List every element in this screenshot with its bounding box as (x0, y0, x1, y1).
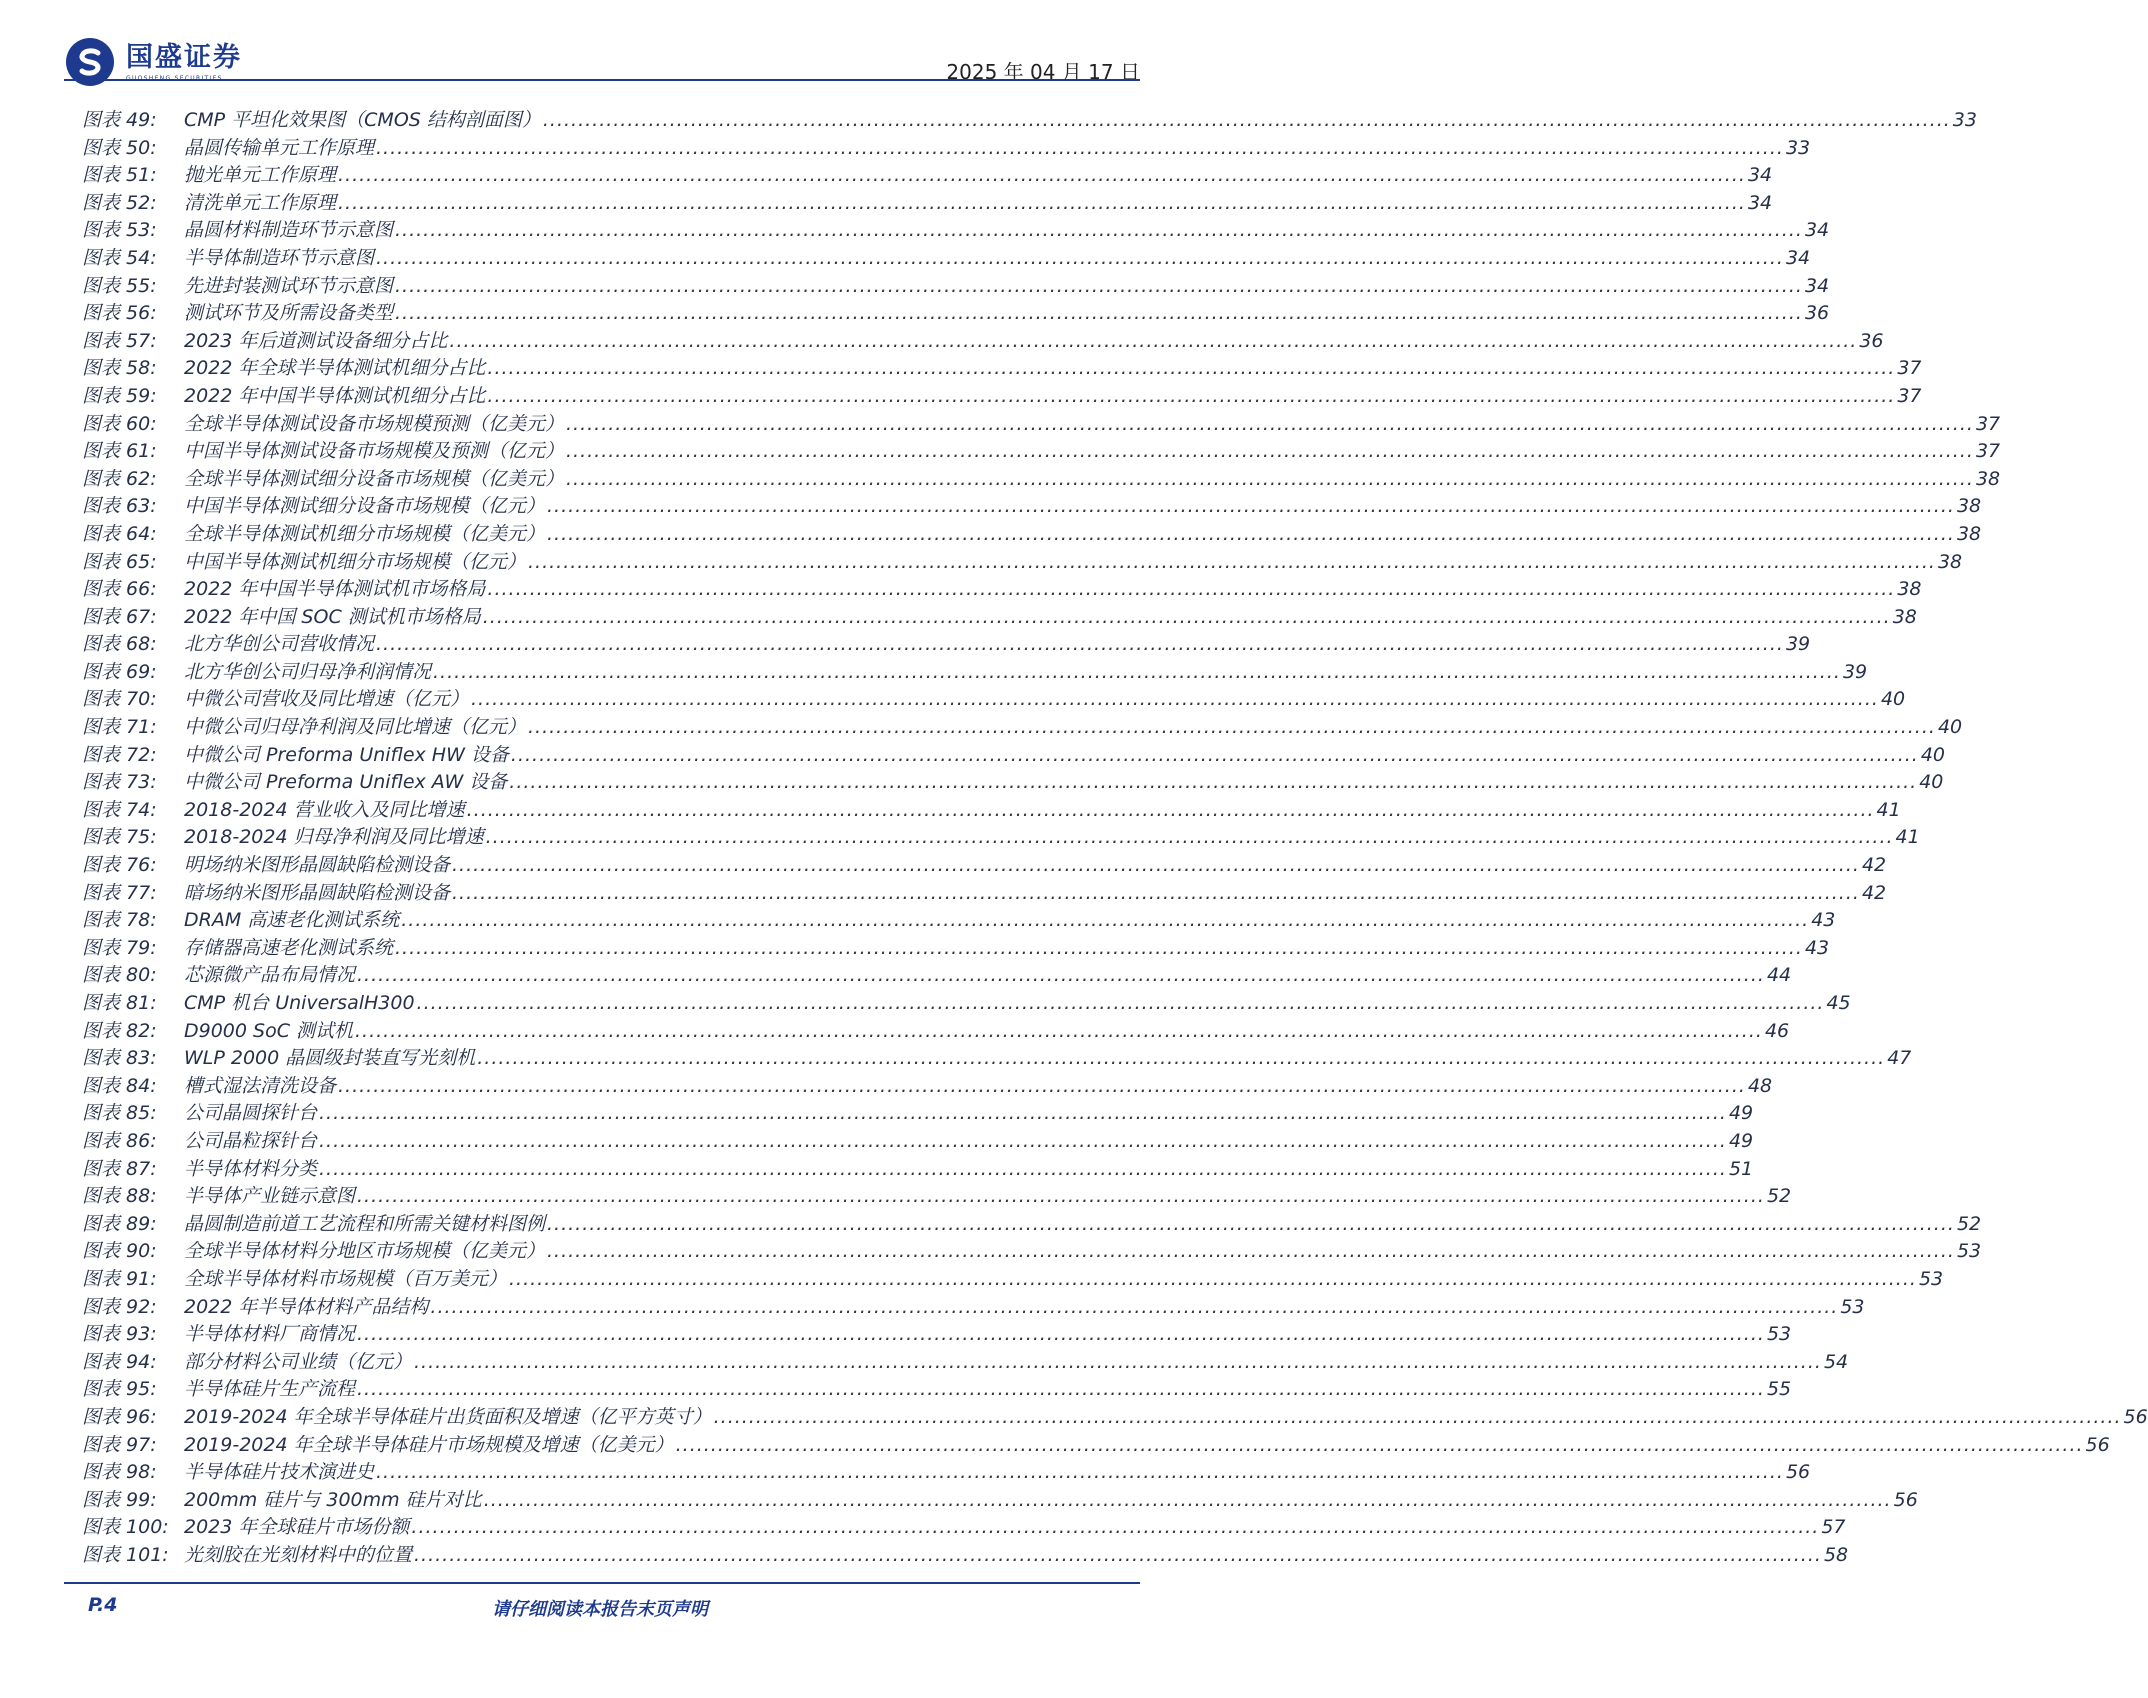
toc-leader-dots: ........................................................................................................................................................................................................ (357, 1185, 1765, 1208)
toc-entry-page: 56 (2123, 1405, 2148, 1428)
toc-leader-dots: ........................................................................................................................................................................................................ (395, 936, 1803, 959)
toc-entry[interactable] (82, 519, 1982, 547)
toc-entry-page: 42 (1861, 881, 1887, 904)
toc-entry-page: 41 (1895, 826, 1920, 849)
toc-entry-label: 图表 61: (82, 440, 157, 463)
toc-leader-dots: ........................................................................................................................................................................................................ (376, 1461, 1784, 1484)
toc-entry-title: D9000 SoC 测试机 (184, 1019, 354, 1042)
page-number: P.4 (88, 1594, 118, 1616)
toc-entry-page: 49 (1728, 1129, 1754, 1152)
toc-entry[interactable] (82, 547, 1963, 575)
toc-entry-page: 37 (1975, 440, 2001, 463)
report-date: 2025 年 04 月 17 日 (946, 60, 1140, 84)
toc-entry-page: 36 (1859, 329, 1884, 352)
toc-entry-title: 2022 年半导体材料产品结构 (184, 1295, 429, 1318)
toc-entry[interactable] (82, 1264, 1944, 1292)
toc-leader-dots: ........................................................................................................................................................................................................ (485, 826, 1894, 849)
toc-entry-page: 56 (1785, 1461, 1811, 1484)
toc-entry[interactable] (82, 1430, 2110, 1458)
toc-entry-page: 34 (1804, 219, 1830, 242)
toc-entry-label: 图表 99: (82, 1488, 157, 1511)
toc-entry-label: 图表 79: (82, 936, 157, 959)
toc-entry-title: 暗场纳米图形晶圆缺陷检测设备 (184, 881, 451, 904)
toc-leader-dots: ........................................................................................................................................................................................................ (547, 495, 1955, 518)
toc-entry-page: 54 (1823, 1350, 1849, 1373)
toc-entry-label: 图表 92: (82, 1295, 157, 1318)
toc-entry-title: 清洗单元工作原理 (184, 191, 337, 214)
toc-leader-dots: ........................................................................................................................................................................................................ (547, 522, 1955, 545)
toc-entry-title: 全球半导体测试细分设备市场规模（亿美元） (184, 467, 565, 490)
toc-entry[interactable] (82, 602, 1917, 630)
toc-entry-title: 抛光单元工作原理 (184, 164, 337, 187)
toc-entry-label: 图表 60: (82, 412, 157, 435)
toc-entry-label: 图表 51: (82, 164, 157, 187)
toc-leader-dots: ........................................................................................................................................................................................................ (466, 798, 1875, 821)
toc-leader-dots: ........................................................................................................................................................................................................ (414, 1543, 1822, 1566)
toc-leader-dots: ........................................................................................................................................................................................................ (528, 716, 1936, 739)
toc-entry-page: 34 (1747, 164, 1773, 187)
toc-entry-label: 图表 85: (82, 1102, 157, 1125)
toc-leader-dots: ........................................................................................................................................................................................................ (376, 136, 1784, 159)
toc-entry-title: DRAM 高速老化测试系统 (184, 909, 400, 932)
toc-entry-title: CMP 平坦化效果图（CMOS 结构剖面图） (184, 109, 541, 131)
toc-entry[interactable] (82, 1347, 1849, 1375)
toc-entry-label: 图表 84: (82, 1074, 157, 1097)
toc-entry-page: 33 (1952, 109, 1977, 131)
toc-entry-page: 56 (1893, 1488, 1918, 1511)
toc-leader-dots: ........................................................................................................................................................................................................ (355, 1019, 1763, 1042)
toc-leader-dots: ........................................................................................................................................................................................................ (487, 384, 1896, 407)
toc-entry[interactable] (82, 353, 1922, 381)
toc-entry-page: 53 (1840, 1295, 1865, 1318)
toc-entry[interactable] (82, 1098, 1754, 1126)
toc-entry-label: 图表 89: (82, 1212, 157, 1235)
toc-entry[interactable] (82, 271, 1830, 299)
toc-entry[interactable] (82, 1236, 1982, 1264)
toc-entry[interactable] (82, 878, 1887, 906)
toc-entry-title: 全球半导体材料市场规模（百万美元） (184, 1267, 508, 1290)
toc-leader-dots: ........................................................................................................................................................................................................ (338, 191, 1746, 214)
toc-entry-title: 中微公司营收及同比增速（亿元） (184, 688, 470, 711)
toc-leader-dots: ........................................................................................................................................................................................................ (395, 302, 1803, 325)
toc-entry-label: 图表 96: (82, 1405, 157, 1428)
toc-leader-dots: ........................................................................................................................................................................................................ (395, 219, 1803, 242)
toc-entry-page: 58 (1823, 1543, 1849, 1566)
toc-entry-page: 47 (1887, 1047, 1912, 1070)
toc-entry-page: 48 (1747, 1074, 1773, 1097)
toc-entry-page: 40 (1919, 771, 1944, 794)
toc-leader-dots: ........................................................................................................................................................................................................ (357, 1378, 1765, 1401)
toc-leader-dots: ........................................................................................................................................................................................................ (433, 660, 1841, 683)
toc-leader-dots: ........................................................................................................................................................................................................ (452, 854, 1860, 877)
toc-entry-page: 56 (2085, 1433, 2110, 1456)
toc-entry[interactable] (82, 988, 1851, 1016)
toc-entry-title: 北方华创公司营收情况 (184, 633, 375, 656)
toc-entry-label: 图表 64: (82, 522, 157, 545)
toc-entry-label: 图表 57: (82, 329, 157, 352)
toc-leader-dots: ........................................................................................................................................................................................................ (452, 881, 1860, 904)
toc-leader-dots: ........................................................................................................................................................................................................ (713, 1405, 2122, 1428)
toc-leader-dots: ........................................................................................................................................................................................................ (510, 743, 1919, 766)
toc-entry-label: 图表 69: (82, 660, 157, 683)
toc-entry-page: 40 (1880, 688, 1906, 711)
toc-entry-title: 公司晶圆探针台 (184, 1102, 318, 1125)
toc-entry-label: 图表 49: (82, 109, 157, 131)
toc-entry-title: 明场纳米图形晶圆缺陷检测设备 (184, 854, 451, 877)
toc-entry-title: 先进封装测试环节示意图 (184, 274, 394, 297)
toc-entry-page: 53 (1766, 1323, 1792, 1346)
toc-leader-dots: ........................................................................................................................................................................................................ (411, 1516, 1820, 1539)
toc-entry-title: 光刻胶在光刻材料中的位置 (184, 1543, 413, 1566)
toc-entry-page: 33 (1785, 136, 1811, 159)
toc-entry[interactable] (82, 409, 2001, 437)
toc-entry-title: 晶圆传输单元工作原理 (184, 136, 375, 159)
toc-entry-label: 图表 63: (82, 495, 157, 518)
toc-entry-title: 2022 年中国半导体测试机细分占比 (184, 384, 486, 407)
toc-leader-dots: ........................................................................................................................................................................................................ (319, 1157, 1727, 1180)
toc-entry-title: 中国半导体测试机细分市场规模（亿元） (184, 550, 527, 573)
toc-entry-title: 半导体制造环节示意图 (184, 246, 375, 269)
toc-entry-label: 图表 100: (82, 1516, 169, 1539)
toc-entry-label: 图表 73: (82, 771, 157, 794)
toc-entry-title: 2022 年中国半导体测试机市场格局 (184, 578, 486, 601)
toc-entry[interactable] (82, 1540, 1849, 1568)
toc-entry-page: 37 (1975, 412, 2001, 435)
toc-entry[interactable] (82, 1071, 1773, 1099)
toc-entry-label: 图表 52: (82, 191, 157, 214)
toc-entry-page: 46 (1764, 1019, 1790, 1042)
toc-leader-dots: ........................................................................................................................................................................................................ (376, 246, 1784, 269)
toc-entry-label: 图表 59: (82, 384, 157, 407)
toc-entry-page: 40 (1937, 716, 1963, 739)
brand (126, 43, 242, 82)
toc-entry-page: 39 (1785, 633, 1811, 656)
toc-entry-label: 图表 86: (82, 1129, 157, 1152)
toc-entry-page: 52 (1766, 1185, 1792, 1208)
toc-entry-title: 全球半导体测试机细分市场规模（亿美元） (184, 522, 546, 545)
toc-entry[interactable] (82, 1154, 1754, 1182)
toc-entry-title: 中国半导体测试设备市场规模及预测（亿元） (184, 440, 565, 463)
toc-entry[interactable] (82, 795, 1901, 823)
toc-entry-label: 图表 78: (82, 909, 157, 932)
toc-entry[interactable] (82, 1512, 1846, 1540)
toc-entry-page: 43 (1811, 909, 1836, 932)
toc-entry[interactable] (82, 767, 1944, 795)
toc-entry-title: 测试环节及所需设备类型 (184, 302, 394, 325)
toc-entry-page: 34 (1747, 191, 1773, 214)
toc-entry-page: 37 (1897, 357, 1922, 380)
toc-leader-dots: ........................................................................................................................................................................................................ (357, 1323, 1765, 1346)
toc-entry[interactable] (82, 1485, 1918, 1513)
toc-leader-dots: ........................................................................................................................................................................................................ (528, 550, 1936, 573)
toc-entry-page: 38 (1937, 550, 1963, 573)
toc-entry[interactable] (82, 960, 1792, 988)
toc-entry-title: 半导体硅片技术演进史 (184, 1461, 375, 1484)
toc-entry-page: 38 (1975, 467, 2001, 490)
toc-entry-page: 36 (1804, 302, 1830, 325)
toc-entry-page: 43 (1804, 936, 1830, 959)
toc-entry-label: 图表 53: (82, 219, 157, 242)
toc-entry-label: 图表 70: (82, 688, 157, 711)
toc-leader-dots: ........................................................................................................................................................................................................ (547, 1240, 1955, 1263)
toc-entry[interactable] (82, 657, 1868, 685)
toc-entry-label: 图表 58: (82, 357, 157, 380)
toc-entry-title: 2018-2024 营业收入及同比增速 (184, 798, 465, 821)
toc-entry-title: WLP 2000 晶圆级封装直写光刻机 (184, 1047, 476, 1070)
toc-entry[interactable] (82, 684, 1906, 712)
toc-entry[interactable] (82, 629, 1811, 657)
toc-leader-dots: ........................................................................................................................................................................................................ (477, 1047, 1886, 1070)
toc-entry[interactable] (82, 1126, 1754, 1154)
toc-entry-title: 晶圆材料制造环节示意图 (184, 219, 394, 242)
toc-entry-page: 42 (1861, 854, 1887, 877)
toc-entry-page: 45 (1826, 992, 1851, 1014)
toc-leader-dots: ........................................................................................................................................................................................................ (338, 164, 1746, 187)
toc-entry[interactable] (82, 133, 1811, 161)
toc-entry-title: 中国半导体测试细分设备市场规模（亿元） (184, 495, 546, 518)
toc-leader-dots: ........................................................................................................................................................................................................ (338, 1074, 1746, 1097)
toc-entry-page: 38 (1892, 605, 1917, 628)
toc-entry[interactable] (82, 1319, 1792, 1347)
toc-leader-dots: ........................................................................................................................................................................................................ (547, 1212, 1955, 1235)
toc-entry-title: 公司晶粒探针台 (184, 1129, 318, 1152)
toc-entry[interactable] (82, 933, 1830, 961)
toc-entry-label: 图表 56: (82, 302, 157, 325)
toc-entry-page: 52 (1956, 1212, 1982, 1235)
toc-entry-title: 北方华创公司归母净利润情况 (184, 660, 432, 683)
toc-entry-page: 38 (1956, 495, 1982, 518)
toc-leader-dots: ........................................................................................................................................................................................................ (509, 771, 1918, 794)
toc-entry[interactable] (82, 1209, 1982, 1237)
toc-entry[interactable] (82, 574, 1922, 602)
footer-disclaimer: 请仔细阅读本报告末页声明 (492, 1599, 708, 1620)
toc-entry[interactable] (82, 822, 1920, 850)
figure-list (82, 105, 2148, 1567)
toc-entry-title: 中微公司 Preforma Uniflex HW 设备 (184, 743, 509, 766)
toc-entry[interactable] (82, 712, 1963, 740)
toc-entry-label: 图表 97: (82, 1433, 157, 1456)
toc-entry-title: 2018-2024 归母净利润及同比增速 (184, 826, 484, 849)
toc-entry[interactable] (82, 188, 1773, 216)
toc-entry-label: 图表 65: (82, 550, 157, 573)
toc-entry-title: 全球半导体材料分地区市场规模（亿美元） (184, 1240, 546, 1263)
toc-entry-label: 图表 94: (82, 1350, 157, 1373)
toc-entry-page: 44 (1766, 964, 1792, 987)
toc-entry-title: 半导体材料分类 (184, 1157, 318, 1180)
toc-entry-title: 芯源微产品布局情况 (184, 964, 356, 987)
toc-entry-title: 全球半导体测试设备市场规模预测（亿美元） (184, 412, 565, 435)
toc-entry[interactable] (82, 436, 2001, 464)
toc-entry-label: 图表 72: (82, 743, 157, 766)
toc-entry-page: 57 (1821, 1516, 1846, 1539)
toc-entry[interactable] (82, 1374, 1792, 1402)
toc-entry-title: 2019-2024 年全球半导体硅片市场规模及增速（亿美元） (184, 1433, 674, 1456)
toc-leader-dots: ........................................................................................................................................................................................................ (376, 633, 1784, 656)
toc-entry-label: 图表 71: (82, 716, 157, 739)
toc-entry-title: 半导体产业链示意图 (184, 1185, 356, 1208)
toc-leader-dots: ........................................................................................................................................................................................................ (319, 1102, 1727, 1125)
toc-entry-label: 图表 76: (82, 854, 157, 877)
toc-entry-title: 2022 年全球半导体测试机细分占比 (184, 357, 486, 380)
toc-entry-title: 槽式湿法清洗设备 (184, 1074, 337, 1097)
toc-entry-title: 200mm 硅片与 300mm 硅片对比 (184, 1488, 482, 1511)
toc-entry-label: 图表 87: (82, 1157, 157, 1180)
toc-entry-label: 图表 68: (82, 633, 157, 656)
toc-entry[interactable] (82, 1457, 1811, 1485)
toc-entry-page: 38 (1956, 522, 1982, 545)
toc-entry-page: 39 (1842, 660, 1868, 683)
header-divider (64, 79, 1140, 81)
toc-leader-dots: ........................................................................................................................................................................................................ (487, 357, 1896, 380)
toc-leader-dots: ........................................................................................................................................................................................................ (471, 688, 1879, 711)
toc-entry-page: 49 (1728, 1102, 1754, 1125)
toc-leader-dots: ........................................................................................................................................................................................................ (483, 1488, 1892, 1511)
toc-entry-label: 图表 55: (82, 274, 157, 297)
toc-entry-page: 34 (1785, 246, 1811, 269)
toc-entry-title: 存储器高速老化测试系统 (184, 936, 394, 959)
toc-entry-label: 图表 93: (82, 1323, 157, 1346)
toc-entry-label: 图表 54: (82, 246, 157, 269)
toc-entry-title: 2019-2024 年全球半导体硅片出货面积及增速（亿平方英寸） (184, 1405, 712, 1428)
toc-entry-title: 2023 年后道测试设备细分占比 (184, 329, 448, 352)
toc-leader-dots: ........................................................................................................................................................................................................ (675, 1433, 2084, 1456)
toc-entry-page: 40 (1920, 743, 1946, 766)
toc-entry-label: 图表 91: (82, 1267, 157, 1290)
toc-entry-page: 55 (1766, 1378, 1792, 1401)
toc-entry[interactable] (82, 1181, 1792, 1209)
toc-entry[interactable] (82, 215, 1830, 243)
brand-name-en: GUOSHENG SECURITIES (126, 74, 223, 82)
toc-entry[interactable] (82, 243, 1811, 271)
toc-entry-page: 38 (1897, 578, 1922, 601)
toc-leader-dots: ........................................................................................................................................................................................................ (319, 1129, 1727, 1152)
toc-entry[interactable] (82, 1043, 1912, 1071)
toc-entry[interactable] (82, 905, 1836, 933)
footer-divider (64, 1582, 1140, 1584)
toc-entry-label: 图表 66: (82, 578, 157, 601)
toc-leader-dots: ........................................................................................................................................................................................................ (482, 605, 1891, 628)
toc-leader-dots: ........................................................................................................................................................................................................ (487, 578, 1896, 601)
toc-entry-label: 图表 75: (82, 826, 157, 849)
toc-leader-dots: ........................................................................................................................................................................................................ (542, 109, 1951, 131)
toc-leader-dots: ........................................................................................................................................................................................................ (509, 1267, 1917, 1290)
toc-leader-dots: ........................................................................................................................................................................................................ (430, 1295, 1839, 1318)
toc-leader-dots: ........................................................................................................................................................................................................ (401, 909, 1810, 932)
toc-entry[interactable] (82, 105, 1977, 133)
toc-entry-label: 图表 77: (82, 881, 157, 904)
toc-entry-page: 41 (1876, 798, 1901, 821)
toc-entry-title: 半导体材料厂商情况 (184, 1323, 356, 1346)
toc-entry[interactable] (82, 464, 2001, 492)
toc-entry[interactable] (82, 160, 1773, 188)
toc-leader-dots: ........................................................................................................................................................................................................ (566, 467, 1974, 490)
toc-entry-page: 37 (1897, 384, 1922, 407)
toc-entry-label: 图表 50: (82, 136, 157, 159)
toc-leader-dots: ........................................................................................................................................................................................................ (416, 992, 1825, 1014)
toc-entry-label: 图表 101: (82, 1543, 169, 1566)
toc-entry-label: 图表 67: (82, 605, 157, 628)
toc-entry-title: 晶圆制造前道工艺流程和所需关键材料图例 (184, 1212, 546, 1235)
toc-entry-label: 图表 74: (82, 798, 157, 821)
toc-entry-label: 图表 90: (82, 1240, 157, 1263)
toc-entry-page: 53 (1956, 1240, 1982, 1263)
toc-entry-page: 53 (1918, 1267, 1944, 1290)
toc-entry-label: 图表 98: (82, 1461, 157, 1484)
toc-leader-dots: ........................................................................................................................................................................................................ (357, 964, 1765, 987)
toc-leader-dots: ........................................................................................................................................................................................................ (566, 412, 1974, 435)
toc-leader-dots: ........................................................................................................................................................................................................ (395, 274, 1803, 297)
toc-entry-label: 图表 81: (82, 992, 157, 1014)
toc-leader-dots: ........................................................................................................................................................................................................ (449, 329, 1858, 352)
toc-entry[interactable] (82, 1016, 1790, 1044)
toc-leader-dots: ........................................................................................................................................................................................................ (566, 440, 1974, 463)
toc-entry[interactable] (82, 740, 1946, 768)
toc-entry-title: 半导体硅片生产流程 (184, 1378, 356, 1401)
toc-entry-title: 2022 年中国 SOC 测试机市场格局 (184, 605, 481, 628)
toc-entry-label: 图表 62: (82, 467, 157, 490)
toc-entry-label: 图表 83: (82, 1047, 157, 1070)
toc-entry[interactable] (82, 326, 1884, 354)
toc-entry[interactable] (82, 1402, 2148, 1430)
toc-entry-page: 34 (1804, 274, 1830, 297)
toc-entry[interactable] (82, 850, 1887, 878)
toc-entry-title: 中微公司 Preforma Uniflex AW 设备 (184, 771, 508, 794)
toc-entry-label: 图表 80: (82, 964, 157, 987)
toc-leader-dots: ........................................................................................................................................................................................................ (414, 1350, 1822, 1373)
toc-entry-page: 51 (1728, 1157, 1754, 1180)
toc-entry-title: 部分材料公司业绩（亿元） (184, 1350, 413, 1373)
toc-entry-label: 图表 82: (82, 1019, 157, 1042)
toc-entry-title: CMP 机台 UniversalH300 (184, 992, 415, 1014)
brand-name-cn: 国盛证券 (126, 41, 242, 73)
toc-entry[interactable] (82, 381, 1922, 409)
toc-entry[interactable] (82, 1292, 1865, 1320)
toc-entry-label: 图表 95: (82, 1378, 157, 1401)
toc-entry[interactable] (82, 491, 1982, 519)
toc-entry[interactable] (82, 298, 1830, 326)
toc-entry-label: 图表 88: (82, 1185, 157, 1208)
toc-entry-title: 中微公司归母净利润及同比增速（亿元） (184, 716, 527, 739)
toc-entry-title: 2023 年全球硅片市场份额 (184, 1516, 410, 1539)
